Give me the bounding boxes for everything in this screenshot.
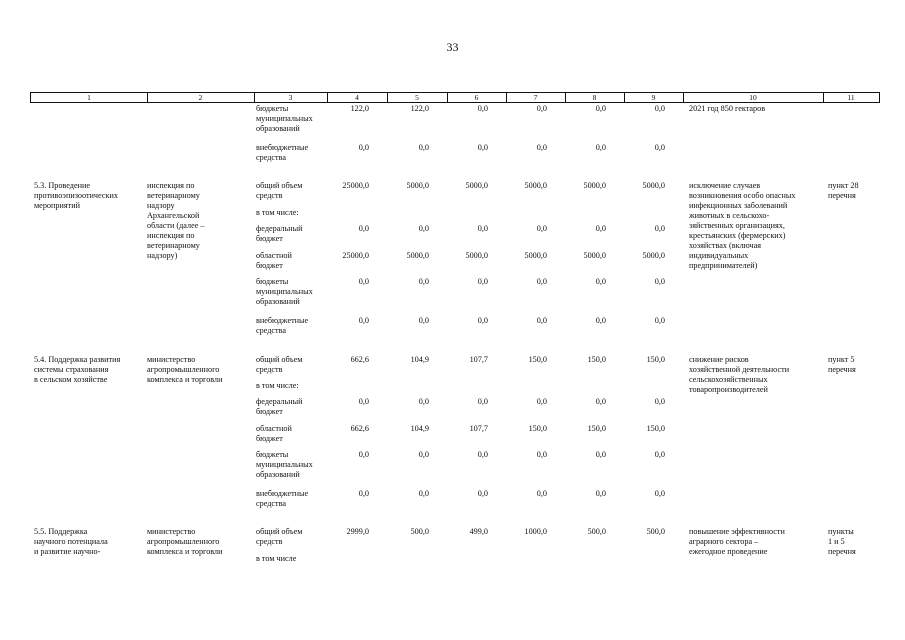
funding-source-label: бюджеты муниципальных образований xyxy=(256,277,313,306)
value-cell: 0,0 xyxy=(595,224,606,233)
funding-source-label: бюджеты муниципальных образований xyxy=(256,104,313,133)
reference-text: пункт 5 перечня xyxy=(828,355,856,374)
value-cell: 0,0 xyxy=(418,316,429,325)
result-text: снижение рисков хозяйственной деятельности сельскохозяйственных товаропроизводителей xyxy=(689,355,790,394)
value-cell: 0,0 xyxy=(358,316,369,325)
value-cell: 5000,0 xyxy=(524,251,547,260)
value-cell: 0,0 xyxy=(477,397,488,406)
value-cell: 0,0 xyxy=(477,143,488,152)
value-cell: 0,0 xyxy=(477,450,488,459)
header-col-7: 7 xyxy=(506,93,566,102)
value-cell: 0,0 xyxy=(595,316,606,325)
table-header-row xyxy=(30,92,880,103)
header-col-11: 11 xyxy=(847,93,855,102)
funding-source-label: внебюджетные средства xyxy=(256,489,309,508)
value-cell: 0,0 xyxy=(595,104,606,113)
value-cell: 150,0 xyxy=(528,355,547,364)
value-cell: 500,0 xyxy=(646,527,665,536)
value-cell: 0,0 xyxy=(358,450,369,459)
value-cell: 0,0 xyxy=(536,489,547,498)
funding-source-label: в том числе: xyxy=(256,208,299,217)
value-cell: 662,6 xyxy=(350,424,369,433)
value-cell: 0,0 xyxy=(536,316,547,325)
value-cell: 0,0 xyxy=(358,143,369,152)
value-cell: 107,7 xyxy=(469,355,488,364)
value-cell: 5000,0 xyxy=(583,181,606,190)
value-cell: 0,0 xyxy=(536,224,547,233)
result-text: повышение эффективности аграрного сектора – ежегодное проведение xyxy=(689,527,785,556)
value-cell: 0,0 xyxy=(418,143,429,152)
value-cell: 0,0 xyxy=(536,143,547,152)
funding-source-label: внебюджетные средства xyxy=(256,143,309,162)
value-cell: 150,0 xyxy=(646,424,665,433)
funding-source-label: областной бюджет xyxy=(256,251,292,270)
value-cell: 104,9 xyxy=(410,424,429,433)
page-number: 33 xyxy=(446,40,459,54)
value-cell: 0,0 xyxy=(654,143,665,152)
value-cell: 0,0 xyxy=(536,397,547,406)
value-cell: 0,0 xyxy=(595,143,606,152)
value-cell: 0,0 xyxy=(477,316,488,325)
funding-source-label: в том числе: xyxy=(256,381,299,390)
header-col-1: 1 xyxy=(31,93,148,102)
value-cell: 0,0 xyxy=(654,397,665,406)
value-cell: 25000,0 xyxy=(342,251,369,260)
value-cell: 0,0 xyxy=(595,397,606,406)
value-cell: 0,0 xyxy=(654,450,665,459)
value-cell: 0,0 xyxy=(654,316,665,325)
funding-source-label: общий объем средств xyxy=(256,355,303,374)
value-cell: 104,9 xyxy=(410,355,429,364)
funding-source-label: федеральный бюджет xyxy=(256,397,303,416)
value-cell: 25000,0 xyxy=(342,181,369,190)
value-cell: 1000,0 xyxy=(524,527,547,536)
value-cell: 500,0 xyxy=(410,527,429,536)
value-cell: 107,7 xyxy=(469,424,488,433)
reference-text: пункт 28 перечня xyxy=(828,181,859,200)
measure-name: 5.3. Проведение противоэпизоотических мероприятий xyxy=(34,181,118,210)
value-cell: 0,0 xyxy=(358,489,369,498)
funding-source-label: внебюджетные средства xyxy=(256,316,309,335)
value-cell: 0,0 xyxy=(358,397,369,406)
value-cell: 2999,0 xyxy=(346,527,369,536)
executor-name: министерство агропромышленного комплекса и торговли xyxy=(147,355,223,384)
value-cell: 5000,0 xyxy=(406,181,429,190)
value-cell: 0,0 xyxy=(654,489,665,498)
measure-name: 5.5. Поддержка научного потенциала и развитие научно- xyxy=(34,527,108,556)
header-col-4: 4 xyxy=(327,93,388,102)
measure-name: 5.4. Поддержка развития системы страхования в сельском хозяйстве xyxy=(34,355,121,384)
result-text: исключение случаев возникновения особо опасных инфекционных заболеваний животных в сельскохо- зяйственных организациях, крестьянских (фермерских) хозяйствах (включая индивидуальных предпринимателей) xyxy=(689,181,796,270)
reference-text: пункты 1 и 5 перечня xyxy=(828,527,856,556)
value-cell: 0,0 xyxy=(418,489,429,498)
value-cell: 0,0 xyxy=(477,224,488,233)
value-cell: 662,6 xyxy=(350,355,369,364)
value-cell: 0,0 xyxy=(595,450,606,459)
value-cell: 122,0 xyxy=(410,104,429,113)
value-cell: 5000,0 xyxy=(642,181,665,190)
header-col-5: 5 xyxy=(387,93,448,102)
executor-name: министерство агропромышленного комплекса и торговли xyxy=(147,527,223,556)
funding-source-label: общий объем средств xyxy=(256,181,303,200)
value-cell: 0,0 xyxy=(358,277,369,286)
value-cell: 0,0 xyxy=(477,489,488,498)
value-cell: 0,0 xyxy=(418,224,429,233)
value-cell: 0,0 xyxy=(595,489,606,498)
value-cell: 0,0 xyxy=(418,277,429,286)
funding-source-label: бюджеты муниципальных образований xyxy=(256,450,313,479)
value-cell: 122,0 xyxy=(350,104,369,113)
funding-source-label: областной бюджет xyxy=(256,424,292,443)
value-cell: 0,0 xyxy=(595,277,606,286)
value-cell: 150,0 xyxy=(587,424,606,433)
funding-source-label: федеральный бюджет xyxy=(256,224,303,243)
value-cell: 0,0 xyxy=(654,277,665,286)
value-cell: 0,0 xyxy=(358,224,369,233)
value-cell: 0,0 xyxy=(418,450,429,459)
executor-name: инспекция по ветеринарному надзору Архангельской области (далее – инспекция по ветеринарному надзору) xyxy=(147,181,205,260)
value-cell: 5000,0 xyxy=(642,251,665,260)
value-cell: 0,0 xyxy=(536,450,547,459)
value-cell: 0,0 xyxy=(536,277,547,286)
value-cell: 5000,0 xyxy=(465,251,488,260)
value-cell: 0,0 xyxy=(418,397,429,406)
value-cell: 500,0 xyxy=(587,527,606,536)
header-col-3: 3 xyxy=(254,93,328,102)
header-col-9: 9 xyxy=(624,93,684,102)
value-cell: 0,0 xyxy=(654,224,665,233)
value-cell: 150,0 xyxy=(587,355,606,364)
value-cell: 0,0 xyxy=(477,104,488,113)
funding-source-label: общий объем средств xyxy=(256,527,303,546)
value-cell: 0,0 xyxy=(477,277,488,286)
header-col-2: 2 xyxy=(147,93,255,102)
value-cell: 0,0 xyxy=(536,104,547,113)
funding-source-label: в том числе xyxy=(256,554,297,563)
value-cell: 0,0 xyxy=(654,104,665,113)
result-text: 2021 год 850 гектаров xyxy=(689,104,766,113)
value-cell: 5000,0 xyxy=(406,251,429,260)
value-cell: 5000,0 xyxy=(465,181,488,190)
header-col-10: 10 xyxy=(683,93,824,102)
value-cell: 150,0 xyxy=(646,355,665,364)
value-cell: 150,0 xyxy=(528,424,547,433)
header-col-8: 8 xyxy=(565,93,625,102)
value-cell: 5000,0 xyxy=(524,181,547,190)
value-cell: 499,0 xyxy=(469,527,488,536)
header-col-6: 6 xyxy=(447,93,507,102)
value-cell: 5000,0 xyxy=(583,251,606,260)
